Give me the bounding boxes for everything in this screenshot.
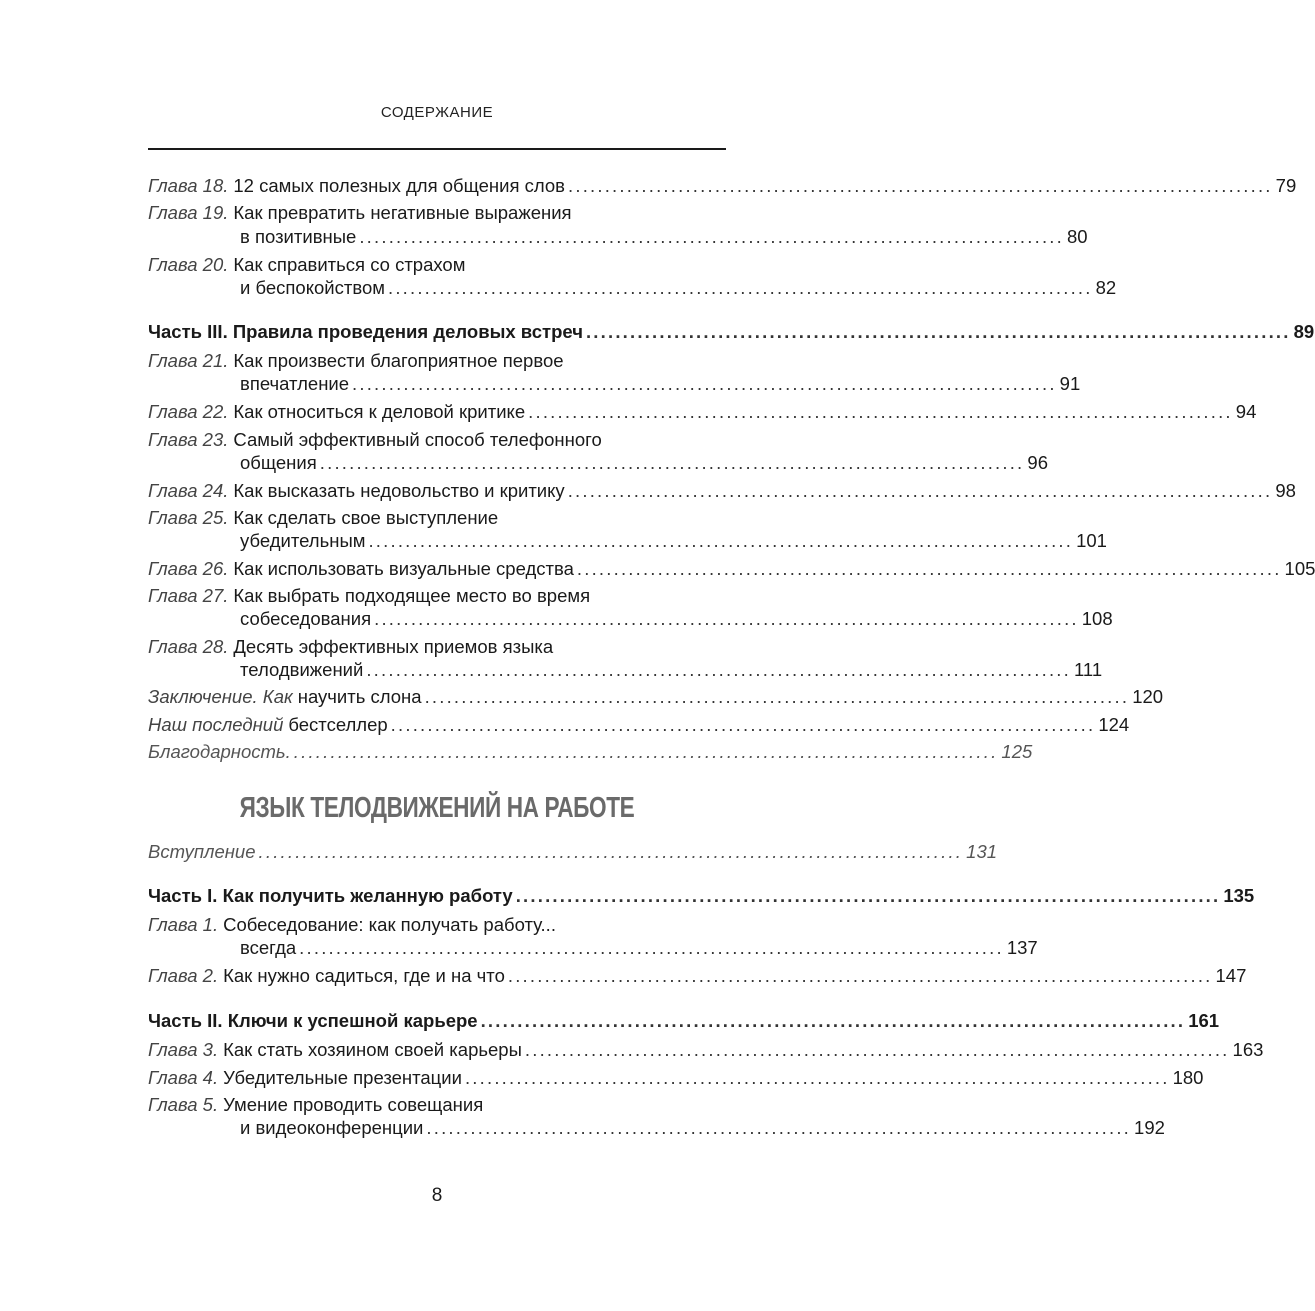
- chapter-label: Глава 21.: [148, 350, 229, 371]
- toc-entry-ch24: Глава 24. Как высказать недовольство и критику ................................................................................................ 98: [148, 478, 723, 504]
- chapter-title: Умение проводить совещания: [223, 1094, 484, 1115]
- toc-entry-conclusion: Заключение. Как научить слона ................................................................................................ 120: [148, 684, 723, 710]
- toc-entry-ch23-line2: общения ................................................................................................ 96: [240, 450, 723, 476]
- toc-part2: Часть II. Ключи к успешной карьере ................................................................................................ 161: [148, 1008, 719, 1034]
- toc-entry-ch4: Глава 4. Убедительные презентации ................................................................................................ 180: [148, 1065, 723, 1091]
- section-title: ЯЗЫК ТЕЛОДВИЖЕНИЙ НА РАБОТЕ: [239, 792, 635, 824]
- toc-entry-ch1-line2: всегда ................................................................................................ 137: [240, 935, 723, 961]
- page-ref: 120: [1132, 686, 1164, 707]
- page-ref: 80: [1066, 226, 1088, 247]
- chapter-label: Глава 4.: [148, 1067, 219, 1088]
- intro-title: Вступление: [148, 841, 256, 862]
- page-ref: 131: [966, 841, 998, 862]
- part-title: Часть III. Правила проведения деловых встреч: [148, 321, 583, 342]
- chapter-title: Собеседование: как получать работу...: [223, 914, 556, 935]
- toc-entry-ch26: Глава 26. Как использовать визуальные средства ................................................................................................ 105: [148, 556, 723, 582]
- chapter-label: Глава 5.: [148, 1094, 219, 1115]
- chapter-title: Убедительные презентации: [223, 1067, 462, 1088]
- chapter-label: Глава 2.: [148, 965, 219, 986]
- conclusion-label: Заключение. Как: [148, 686, 293, 707]
- chapter-label: Глава 27.: [148, 585, 229, 606]
- page-ref: 163: [1232, 1039, 1264, 1060]
- bestseller-title: бестселлер: [288, 714, 388, 735]
- toc-entry-ch21-line2: впечатление ................................................................................................ 91: [240, 371, 723, 397]
- toc-entry-ch19-line1: [148, 200, 723, 226]
- chapter-title: Как относиться к деловой критике: [233, 401, 526, 422]
- chapter-title: Как высказать недовольство и критику: [233, 480, 565, 501]
- conclusion-title: научить слона: [297, 686, 422, 707]
- chapter-label: Глава 3.: [148, 1039, 219, 1060]
- toc-entry-thanks: Благодарность. ................................................................................................ 125: [148, 739, 723, 765]
- bestseller-label: Наш последний: [148, 714, 284, 735]
- page-ref: 98: [1275, 480, 1296, 501]
- part-title: Часть I. Как получить желанную работу: [148, 885, 513, 906]
- chapter-title: 12 самых полезных для общения слов: [233, 175, 566, 196]
- chapter-title: Как использовать визуальные средства: [233, 558, 574, 579]
- chapter-label: Глава 26.: [148, 558, 229, 579]
- page-ref: 101: [1076, 530, 1107, 551]
- chapter-label: Глава 23.: [148, 429, 229, 450]
- page-ref: 111: [1073, 659, 1103, 680]
- chapter-label: Глава 1.: [148, 914, 219, 935]
- chapter-title: Как нужно садиться, где и на что: [223, 965, 505, 986]
- header-rule: [148, 148, 726, 150]
- toc-entry-bestseller: Наш последний бестселлер ................................................................................................ 124: [148, 712, 723, 738]
- toc-entry-ch28-line2: телодвижений ................................................................................................ 111: [240, 657, 723, 683]
- chapter-title-cont: и беспокойством: [240, 277, 385, 298]
- toc-part3: Часть III. Правила проведения деловых встреч ................................................................................................ 89: [148, 319, 719, 345]
- chapter-title-cont: и видеоконференции: [240, 1117, 424, 1138]
- toc-entry-ch22: Глава 22. Как относиться к деловой критике ................................................................................................ 94: [148, 399, 723, 425]
- page-ref: 105: [1284, 558, 1315, 579]
- toc-part1: Часть I. Как получить желанную работу ................................................................................................ 135: [148, 883, 719, 909]
- chapter-label: Глава 20.: [148, 254, 229, 275]
- page-ref: 180: [1172, 1067, 1204, 1088]
- part-title: Часть II. Ключи к успешной карьере: [148, 1010, 478, 1031]
- page-ref: 192: [1134, 1117, 1165, 1138]
- page-ref: 147: [1215, 965, 1247, 986]
- chapter-title-cont: убедительным: [240, 530, 366, 551]
- chapter-title: Как выбрать подходящее место во время: [233, 585, 591, 606]
- chapter-title-cont: общения: [240, 452, 317, 473]
- chapter-label: Глава 18.: [148, 175, 229, 196]
- chapter-label: Глава 25.: [148, 507, 229, 528]
- chapter-title: Как сделать свое выступление: [233, 507, 499, 528]
- toc-entry-ch2: Глава 2. Как нужно садиться, где и на что ................................................................................................ 147: [148, 963, 723, 989]
- chapter-title-cont: телодвижений: [240, 659, 364, 680]
- toc-entry-ch18: Глава 18. 12 самых полезных для общения слов ................................................................................................ 79: [148, 173, 723, 199]
- toc-entry-ch5-line2: и видеоконференции ................................................................................................ 192: [240, 1115, 723, 1141]
- toc-entry-intro: Вступление ................................................................................................ 131: [148, 839, 723, 865]
- chapter-label: Глава 22.: [148, 401, 229, 422]
- chapter-title: Как превратить негативные выражения: [233, 202, 572, 223]
- page-ref: 91: [1059, 373, 1081, 394]
- chapter-title: Десять эффективных приемов языка: [233, 636, 554, 657]
- toc-entry-ch20-line2: и беспокойством ................................................................................................ 82: [240, 275, 723, 301]
- chapter-title-cont: впечатление: [240, 373, 350, 394]
- page-number: 8: [431, 1185, 443, 1206]
- chapter-title-cont: в позитивные: [240, 226, 357, 247]
- chapter-title-cont: всегда: [240, 937, 297, 958]
- page-ref: 108: [1081, 608, 1113, 629]
- chapter-title: Как справиться со страхом: [233, 254, 466, 275]
- page-ref: 94: [1235, 401, 1257, 422]
- chapter-title-cont: собеседования: [240, 608, 372, 629]
- page-ref: 79: [1275, 175, 1297, 196]
- page-ref: 124: [1098, 714, 1130, 735]
- chapter-label: Глава 28.: [148, 636, 229, 657]
- thanks-title: Благодарность.: [148, 741, 291, 762]
- chapter-title: Самый эффективный способ телефонного: [233, 429, 602, 450]
- page-ref: 82: [1095, 277, 1117, 298]
- chapter-title: Как произвести благоприятное первое: [233, 350, 564, 371]
- chapter-title: Как стать хозяином своей карьеры: [223, 1039, 522, 1060]
- page-ref: 96: [1027, 452, 1048, 473]
- toc-entry-ch25-line2: убедительным ................................................................................................ 101: [240, 528, 723, 554]
- chapter-label: Глава 19.: [148, 202, 229, 223]
- page-ref: 137: [1006, 937, 1038, 958]
- toc-entry-ch27-line2: собеседования ................................................................................................ 108: [240, 606, 723, 632]
- page-ref: 89: [1293, 321, 1315, 342]
- page-ref: 135: [1223, 885, 1255, 906]
- toc-entry-ch19-line2: в позитивные ................................................................................................ 80: [240, 224, 723, 250]
- toc-entry-ch3: Глава 3. Как стать хозяином своей карьеры ................................................................................................ 163: [148, 1037, 723, 1063]
- page-ref: 161: [1188, 1010, 1220, 1031]
- running-head: СОДЕРЖАНИЕ: [380, 104, 494, 121]
- chapter-label: Глава 24.: [148, 480, 229, 501]
- page-ref: 125: [1001, 741, 1033, 762]
